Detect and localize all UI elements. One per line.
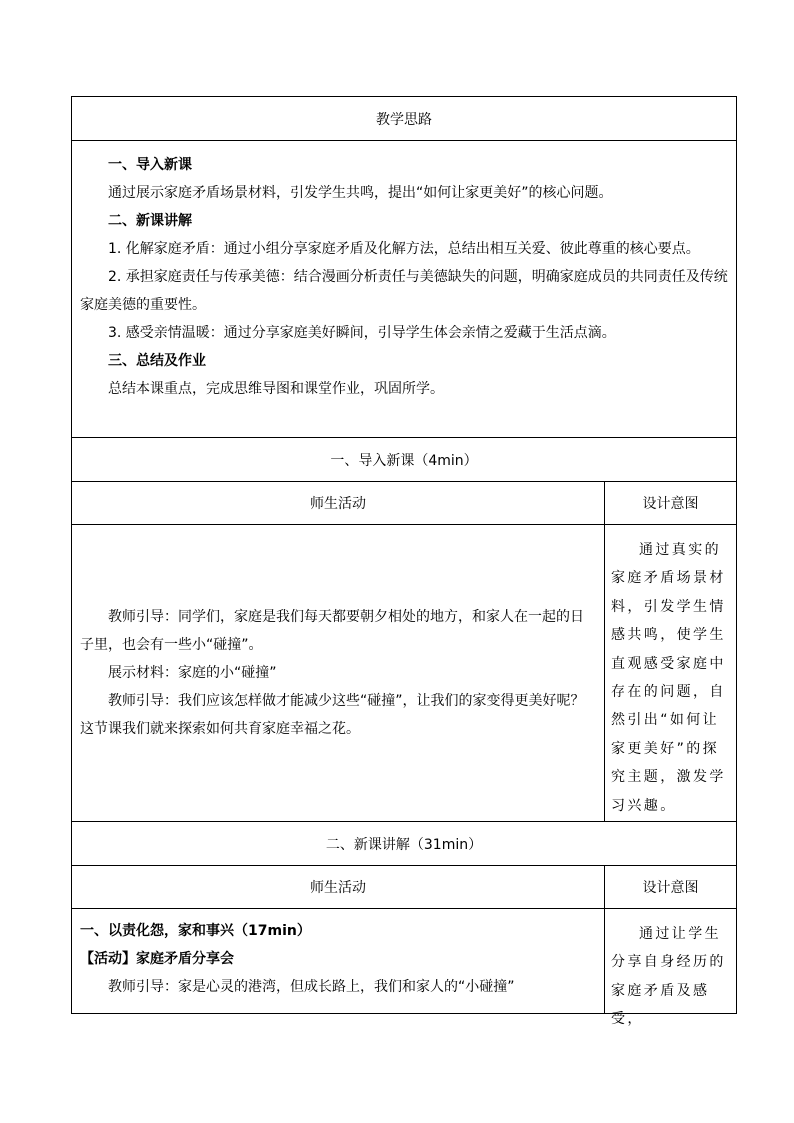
overview-line: 通过展示家庭矛盾场景材料，引发学生共鸣，提出“如何让家更美好”的核心问题。 xyxy=(108,185,613,201)
section-subheading: 一、以责化怨，家和事兴（17min） xyxy=(80,923,311,939)
overview-line: 2. 承担家庭责任与传承美德：结合漫画分析责任与美德缺失的问题，明确家庭成员的共同责任及传统家庭美德的重要性。 xyxy=(80,269,728,313)
part2-col-activity: 师生活动 xyxy=(72,866,605,909)
activity-paragraph: 教师引导：家是心灵的港湾，但成长路上，我们和家人的“小碰撞” xyxy=(108,979,515,995)
overview-line: 总结本课重点，完成思维导图和课堂作业，巩固所学。 xyxy=(108,381,444,397)
activity-paragraph: 教师引导：我们应该怎样做才能减少这些“碰撞”，让我们的家变得更美好呢？这节课我们就来探索如何共育家庭幸福之花。 xyxy=(80,693,585,737)
overview-heading-2: 二、新课讲解 xyxy=(108,213,192,229)
overview-heading-3: 三、总结及作业 xyxy=(108,353,206,369)
part2-activity xyxy=(72,909,605,1014)
part2-title: 二、新课讲解（31min） xyxy=(72,822,737,866)
overview-body xyxy=(72,141,737,438)
overview-line: 3. 感受亲情温暖：通过分享家庭美好瞬间，引导学生体会亲情之爱藏于生活点滴。 xyxy=(108,325,616,341)
part2-intent xyxy=(605,909,737,1028)
overview-title: 教学思路 xyxy=(72,97,737,141)
overview-line: 1. 化解家庭矛盾：通过小组分享家庭矛盾及化解方法，总结出相互关爱、彼此尊重的核心要点。 xyxy=(108,241,700,257)
activity-paragraph: 教师引导：同学们，家庭是我们每天都要朝夕相处的地方，和家人在一起的日子里，也会有一些小“碰撞”。 xyxy=(80,609,584,653)
part2-col-intent: 设计意图 xyxy=(605,866,737,909)
intent-text: 通过真实的家庭矛盾场景材料，引发学生情感共鸣，使学生直观感受家庭中存在的问题，自然引出“如何让家更美好”的探究主题，激发学习兴趣。 xyxy=(611,542,726,814)
part1-col-intent: 设计意图 xyxy=(605,482,737,525)
activity-label: 【活动】家庭矛盾分享会 xyxy=(80,951,234,967)
intent-text: 通过让学生分享自身经历的家庭矛盾及感受， xyxy=(611,926,726,1028)
part1-col-activity: 师生活动 xyxy=(72,482,605,525)
activity-paragraph: 展示材料：家庭的小“碰撞” xyxy=(108,665,277,681)
part1-intent xyxy=(605,525,737,822)
part1-title: 一、导入新课（4min） xyxy=(72,438,737,482)
lesson-plan-table xyxy=(71,96,737,1028)
overview-heading-1: 一、导入新课 xyxy=(108,157,192,173)
part1-activity xyxy=(72,525,605,822)
lesson-plan-page xyxy=(71,96,736,1028)
